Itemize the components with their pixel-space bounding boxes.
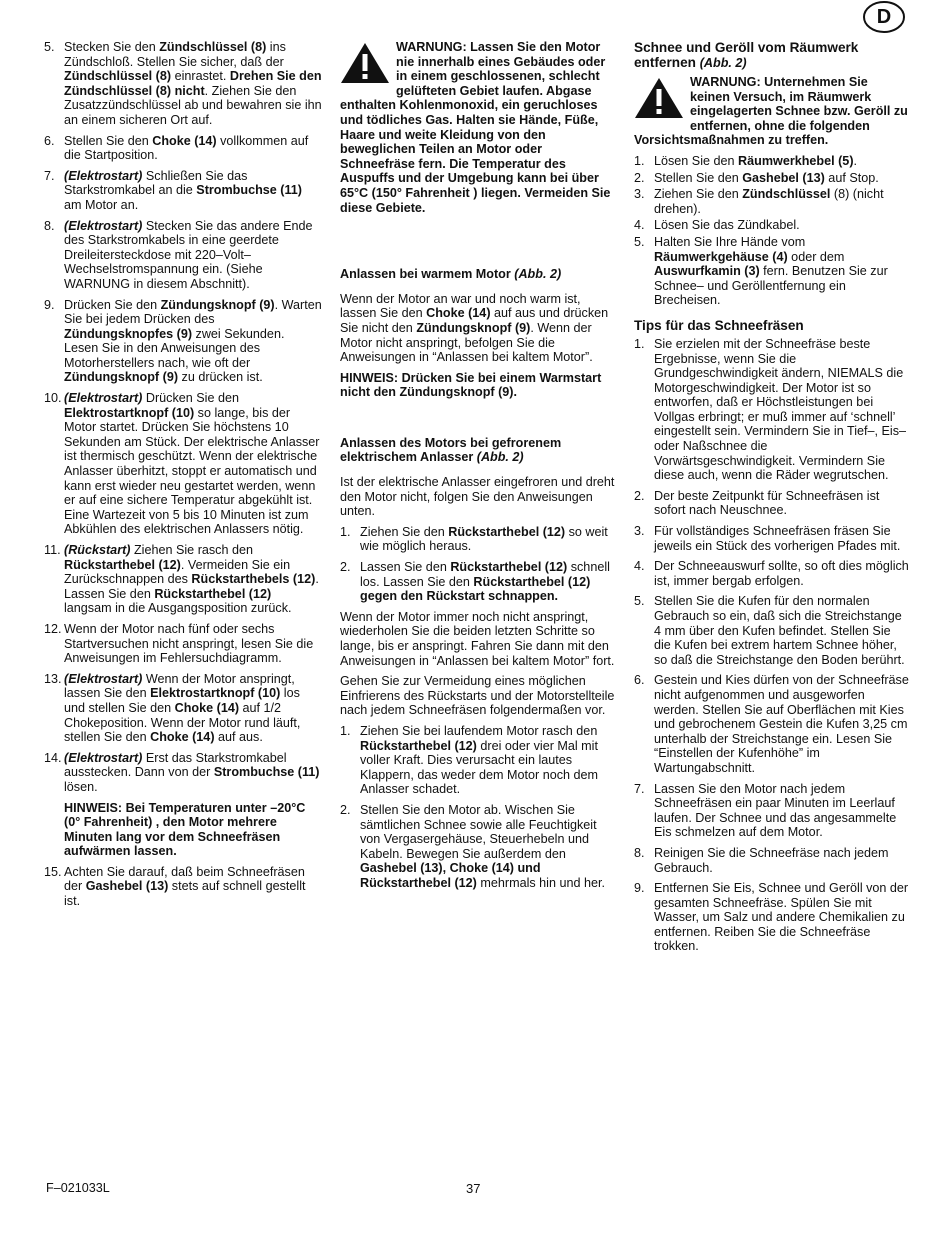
- warning-block: WARNUNG: Unternehmen Sie keinen Versuch, im Räumwerk eingelagerten Schnee bzw. Geröll zu entfernen, ohne die folgenden Vorsichtsmaßnahmen zu treffen.: [634, 75, 908, 148]
- item-number: 10.: [44, 391, 62, 406]
- list-item: 1. Sie erzielen mit der Schneefräse beste Ergebnisse, wenn Sie die Grundgeschwindigkeit ändern, NIEMALS die Motorgeschwindigkeit. Der Motor ist so entworfen, daß er Höchstleistungen bei Vollgas erbringt; er muß immer auf ‘schnell’ eingestellt sein. Vermindern Sie in Tief–, Eis– oder Naßschnee die Vorwärtsgeschwindigkeit. Vermindern Sie diese auch, wenn die Räder wegrutschen.: [634, 336, 907, 483]
- item-number: 3.: [634, 524, 645, 539]
- item-number: 2.: [634, 170, 645, 185]
- list-item: 2. Stellen Sie den Motor ab. Wischen Sie sämtlichen Schnee sowie alle Feuchtigkeit von Vergasergehäuse, Steuerhebeln und Kabeln. Bewegen Sie außerdem den Gashebel (13), Choke (14) und Rückstarthebel (12) mehrmals hin und her.: [340, 802, 605, 890]
- paragraph: Gehen Sie zur Vermeidung eines möglichen Einfrierens des Rückstarts und der Motorstellteile nach jedem Schneefräsen folgendermaßen vor.: [340, 674, 615, 718]
- section-heading-frozen-starter: Anlassen des Motors bei gefrorenem elektrischem Anlasser (Abb. 2): [340, 435, 562, 465]
- column-right: [634, 40, 910, 960]
- item-number: 2.: [340, 560, 351, 575]
- item-number: 5.: [634, 234, 645, 249]
- page-number: 37: [466, 1181, 481, 1196]
- paragraph: Ist der elektrische Anlasser eingefroren und dreht den Motor nicht, folgen Sie den Anweisungen unten.: [340, 475, 615, 519]
- section-heading-tips: Tips für das Schneefräsen: [634, 317, 804, 333]
- list-item: 10. (Elektrostart) Drücken Sie den Elektrostartknopf (10) so lange, bis der Motor startet. Drücken Sie höchstens 10 Sekunden am Stück. Der elektrische Anlasser ist thermisch geschützt. Wenn der elektrische Anlasser überhitzt, stoppt er automatisch und kann erst wieder neu gestartet werden, wenn er auf eine sichere Temperatur abgekühlt ist. Eine Wartezeit von 5 bis 10 Minuten ist zum Abkühlen des elektrischen Anlassers nötig.: [44, 391, 320, 537]
- item-number: 2.: [340, 802, 351, 817]
- list-item: 8. (Elektrostart) Stecken Sie das andere Ende des Starkstromkabels in eine geerdete Dreileitersteckdose mit 220–Volt–Wechselstromspannung ein. (Siehe WARNUNG in diesem Abschnitt).: [44, 218, 313, 291]
- paragraph: Wenn der Motor an war und noch warm ist, lassen Sie den Choke (14) auf aus und drücken Sie nicht den Zündungsknopf (9). Wenn der Motor nicht anspringt, befolgen Sie die Anweisungen in “Anlassen bei kaltem Motor”.: [340, 291, 609, 365]
- list-item: 6. Gestein und Kies dürfen von der Schneefräse nicht aufgenommen und ausgeworfen werden. Stellen Sie auf Oberflächen mit Kies und gebrochenem Gestein die Kufen 3,25 cm unterhalb der Streichstange ein. Lesen Sie “Einstellen der Kufenhöhe” im Wartungabschnitt.: [634, 673, 909, 775]
- item-number: 9.: [634, 881, 645, 896]
- column-left: [44, 40, 322, 915]
- list-item: 4. Lösen Sie das Zündkabel.: [634, 218, 800, 233]
- list-item: 1. Ziehen Sie den Rückstarthebel (12) so weit wie möglich heraus.: [340, 524, 608, 554]
- section-heading-clear-auger: Schnee und Geröll vom Räumwerk entfernen (Abb. 2): [634, 40, 859, 70]
- list-item: 3. Ziehen Sie den Zündschlüssel (8) (nicht drehen).: [634, 187, 884, 216]
- list-item: 2. Lassen Sie den Rückstarthebel (12) schnell los. Lassen Sie den Rückstarthebel (12) gegen den Rückstart schnappen.: [340, 560, 610, 604]
- item-number: 11.: [44, 543, 61, 557]
- list-item: 13. (Elektrostart) Wenn der Motor anspringt, lassen Sie den Elektrostartknopf (10) los und stellen Sie den Choke (14) auf 1/2 Chokeposition. Wenn der Motor rund läuft, stellen Sie den Choke (14) auf aus.: [44, 671, 301, 745]
- item-number: 2.: [634, 488, 645, 503]
- warning-triangle-icon: [340, 42, 390, 84]
- hinweis-note: HINWEIS: Drücken Sie bei einem Warmstart nicht den Zündungsknopf (9).: [340, 370, 602, 400]
- list-item: 12. Wenn der Motor nach fünf oder sechs Startversuchen nicht anspringt, lesen Sie die Anweisungen im Fehlersuchdiagramm.: [44, 621, 314, 666]
- list-item: 6. Stellen Sie den Choke (14) vollkommen auf die Startposition.: [44, 133, 309, 163]
- list-item: 11. (Rückstart) Ziehen Sie rasch den Rückstarthebel (12). Vermeiden Sie ein Zurückschnappen des Rückstarthebels (12). Lassen Sie den Rückstarthebel (12) langsam in die Ausgangsposition zurück.: [44, 543, 319, 616]
- item-number: 8.: [44, 218, 55, 233]
- item-number: 4.: [634, 559, 645, 574]
- item-number: 8.: [634, 845, 645, 860]
- item-number: 7.: [634, 781, 645, 796]
- item-number: 13.: [44, 671, 62, 686]
- item-number: 9.: [44, 297, 55, 312]
- list-item: 4. Der Schneeauswurf sollte, so oft dies möglich ist, immer bergab erfolgen.: [634, 559, 909, 588]
- paragraph: Wenn der Motor immer noch nicht anspringt, wiederholen Sie die beiden letzten Schritte so lange, bis er anspringt. Fahren Sie dann mit den Anweisungen in “Anlassen bei kaltem Motor” fort.: [340, 609, 615, 668]
- list-item: 7. (Elektrostart) Schließen Sie das Starkstromkabel an die Strombuchse (11) am Motor an.: [44, 168, 302, 212]
- item-number: 1.: [340, 723, 351, 738]
- item-number: 3.: [634, 187, 645, 202]
- item-number: 5.: [634, 594, 645, 609]
- list-item: 7. Lassen Sie den Motor nach jedem Schneefräsen ein paar Minuten im Leerlauf laufen. Der Schnee und das angesammelte Eis schmelzen auf dem Motor.: [634, 781, 897, 840]
- list-item: 9. Entfernen Sie Eis, Schnee und Geröll von der gesamten Schneefräse. Spülen Sie mit Wasser, um Salz und andere Chemikalien zu entfernen. Reiben Sie die Schneefräse trokken.: [634, 881, 909, 954]
- list-item: 15. Achten Sie darauf, daß beim Schneefräsen der Gashebel (13) stets auf schnell gestellt ist.: [44, 864, 306, 909]
- item-number: 14.: [44, 750, 62, 765]
- list-item: 1. Ziehen Sie bei laufendem Motor rasch den Rückstarthebel (12) drei oder vier Mal mit voller Kraft. Dies verursacht ein lautes Klappern, das weder dem Motor noch dem Anlasser schadet.: [340, 723, 599, 797]
- item-number: 1.: [634, 153, 645, 168]
- item-number: 15.: [44, 864, 62, 879]
- item-number: 6.: [44, 133, 55, 148]
- list-item: 5. Halten Sie Ihre Hände vom Räumwerkgehäuse (4) oder dem Auswurfkamin (3) fern. Benutzen Sie zur Schnee– und Geröllentfernung ein Brecheisen.: [634, 234, 888, 308]
- language-badge-letter: D: [876, 6, 892, 28]
- list-item: 2. Stellen Sie den Gashebel (13) auf Stop.: [634, 170, 879, 185]
- item-number: 5.: [44, 40, 55, 54]
- item-number: 12.: [44, 621, 62, 636]
- list-item: 2. Der beste Zeitpunkt für Schneefräsen ist sofort nach Neuschnee.: [634, 488, 880, 518]
- section-heading-warm-start: Anlassen bei warmem Motor (Abb. 2): [340, 267, 562, 282]
- hinweis-note: HINWEIS: Bei Temperaturen unter –20°C (0° Fahrenheit) , den Motor mehrere Minuten lang vor dem Schneefräsen aufwärmen lassen.: [64, 800, 306, 859]
- list-item: 1. Lösen Sie den Räumwerkhebel (5).: [634, 153, 858, 168]
- list-item: 5. Stellen Sie die Kufen für den normalen Gebrauch so ein, daß sich die Streichstange 4 mm über den Kufen befindet. Stellen Sie die Kufen bei extrem hartem Schnee höher, so daß die Streichstange den Boden berührt.: [634, 594, 905, 667]
- item-number: 1.: [340, 524, 351, 539]
- column-middle: [340, 40, 616, 897]
- document-id: F–021033L: [46, 1181, 110, 1195]
- warning-triangle-icon: [634, 77, 684, 119]
- list-item: 3. Für vollständiges Schneefräsen fräsen Sie jeweils ein Stück des vorherigen Pfades mit.: [634, 524, 901, 553]
- list-item: 8. Reinigen Sie die Schneefräse nach jedem Gebrauch.: [634, 845, 889, 875]
- warning-block: WARNUNG: Lassen Sie den Motor nie innerhalb eines Gebäudes oder in einem geschlossenen, schlecht gelüfteten Gebiet laufen. Abgase enthalten Kohlenmonoxid, ein geruchloses und tödliches Gas. Halten sie Hände, Füße, Haare und weite Kleidung von den beweglichen Teilen an Motor oder Schneefräse fern. Die Temperatur des Auspuffs und der Umgebung kann bei über 65°C (150° Fahrenheit ) liegen. Vermeiden Sie diese Gebiete.: [340, 40, 611, 215]
- list-item: 9. Drücken Sie den Zündungsknopf (9). Warten Sie bei jedem Drücken des Zündungsknopfes (9) zwei Sekunden. Lesen Sie in den Anweisungen des Motorherstellers nach, wie oft der Zündungsknopf (9) zu drücken ist.: [44, 297, 322, 385]
- item-number: 4.: [634, 218, 645, 233]
- list-item: 5. Stecken Sie den Zündschlüssel (8) ins Zündschloß. Stellen Sie sicher, daß der Zündschlüssel (8) einrastet. Drehen Sie den Zündschlüssel (8) nicht. Ziehen Sie den Zusatzzündschlüssel ab und bewahren sie ihn an einem sicheren Ort auf.: [44, 40, 322, 127]
- item-number: 1.: [634, 336, 645, 351]
- list-item: 14. (Elektrostart) Erst das Starkstromkabel ausstecken. Dann von der Strombuchse (11) lösen.: [44, 750, 320, 794]
- item-number: 6.: [634, 673, 645, 688]
- item-number: 7.: [44, 168, 55, 183]
